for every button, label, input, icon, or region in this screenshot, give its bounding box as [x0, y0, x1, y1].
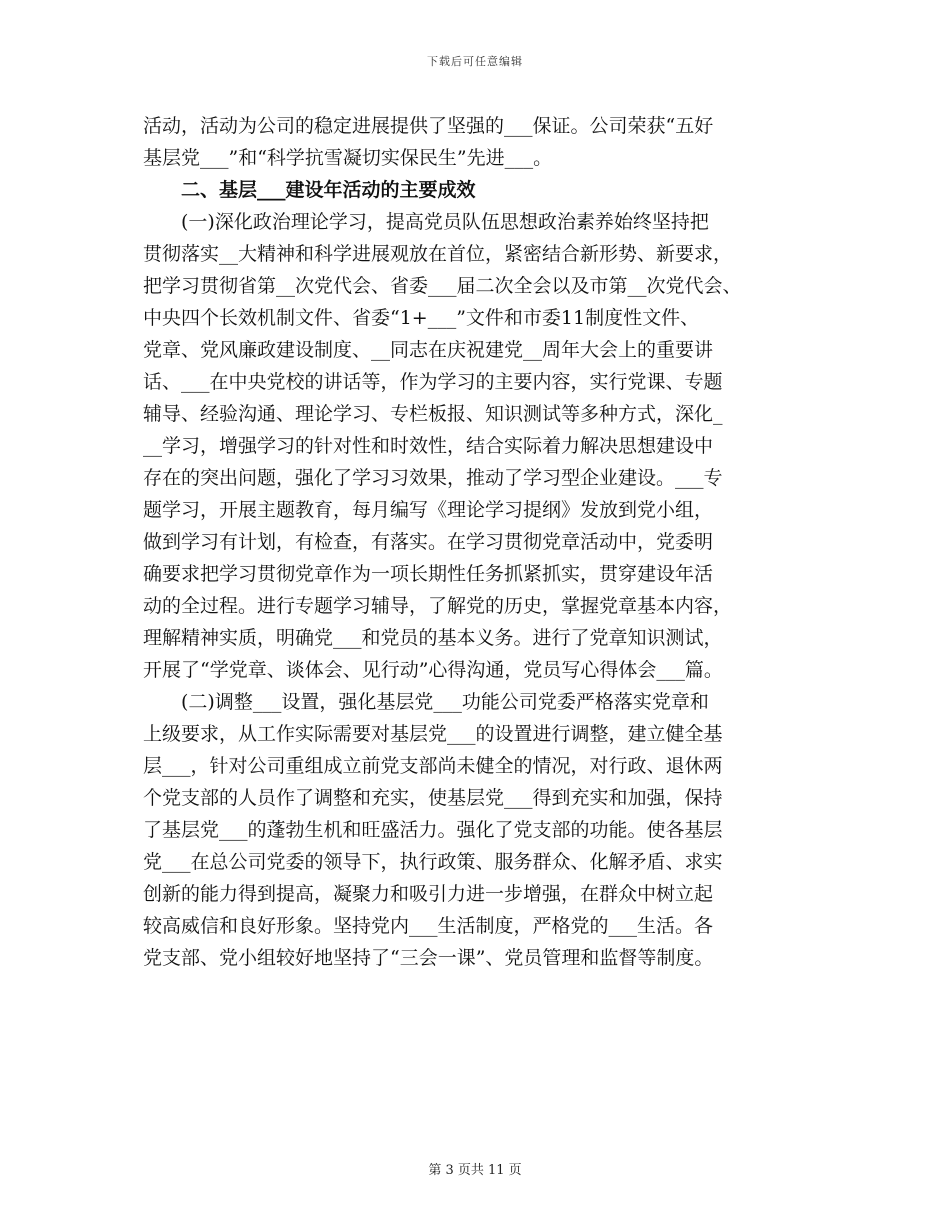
text-line: 党___在总公司党委的领导下，执行政策、服务群众、化解矛盾、求实	[143, 851, 723, 873]
text-line: 了基层党___的蓬勃生机和旺盛活力。强化了党支部的功能。使各基层	[143, 819, 723, 841]
text-line: 个党支部的人员作了调整和充实，使基层党___得到充实和加强，保持	[143, 787, 723, 809]
text-line: 上级要求，从工作实际需要对基层党___的设置进行调整，建立健全基	[143, 723, 723, 745]
paragraph-first-line: (二)调整___设置，强化基层党___功能公司党委严格落实党章和	[181, 691, 709, 713]
paragraph-first-line: (一)深化政治理论学习，提高党员队伍思想政治素养始终坚持把	[181, 211, 709, 233]
text-line: 创新的能力得到提高，凝聚力和吸引力进一步增强，在群众中树立起	[143, 883, 714, 905]
text-line: 确要求把学习贯彻党章作为一项长期性任务抓紧抓实，贯穿建设年活	[143, 563, 714, 585]
section-heading: 二、基层___建设年活动的主要成效	[181, 179, 476, 201]
text-line: 存在的突出问题，强化了学习习效果，推动了学习型企业建设。___专	[143, 467, 723, 489]
page-number: 第 3 页共 11 页	[428, 1163, 522, 1178]
text-line: 贯彻落实__大精神和科学进展观放在首位，紧密结合新形势、新要求，	[143, 243, 733, 265]
document-body	[143, 110, 823, 974]
text-line: 题学习，开展主题教育，每月编写《理论学习提纲》发放到党小组，	[143, 499, 714, 521]
text-line: 做到学习有计划，有检查，有落实。在学习贯彻党章活动中，党委明	[143, 531, 714, 553]
text-line: 开展了“学党章、谈体会、见行动”心得沟通，党员写心得体会___篇。	[143, 659, 723, 681]
text-line: 层___，针对公司重组成立前党支部尚未健全的情况，对行政、退休两	[143, 755, 723, 777]
text-line: 较高威信和良好形象。坚持党内___生活制度，严格党的___生活。各	[143, 915, 714, 937]
text-line: 把学习贯彻省第__次党代会、省委___届二次全会以及市第__次党代会、	[143, 275, 742, 297]
text-line: 中央四个长效机制文件、省委“1+___”文件和市委11制度性文件、	[143, 307, 700, 329]
text-line: 理解精神实质，明确党___和党员的基本义务。进行了党章知识测试，	[143, 627, 723, 649]
text-line: 党支部、党小组较好地坚持了“三会一课”、党员管理和监督等制度。	[143, 947, 714, 969]
text-line: 辅导、经验沟通、理论学习、专栏板报、知识测试等多种方式，深化_	[143, 403, 723, 425]
text-line: 活动，活动为公司的稳定进展提供了坚强的___保证。公司荣获“五好	[143, 115, 714, 137]
text-line: 党章、党风廉政建设制度、__同志在庆祝建党__周年大会上的重要讲	[143, 339, 714, 361]
text-line: __学习，增强学习的针对性和时效性，结合实际着力解决思想建设中	[143, 435, 714, 457]
text-line: 动的全过程。进行专题学习辅导，了解党的历史，掌握党章基本内容，	[143, 595, 733, 617]
text-line: 基层党___”和“科学抗雪凝切实保民生”先进___。	[143, 147, 553, 169]
text-line: 话、___在中央党校的讲话等，作为学习的主要内容，实行党课、专题	[143, 371, 723, 393]
download-note: 下载后可任意编辑	[427, 55, 523, 68]
